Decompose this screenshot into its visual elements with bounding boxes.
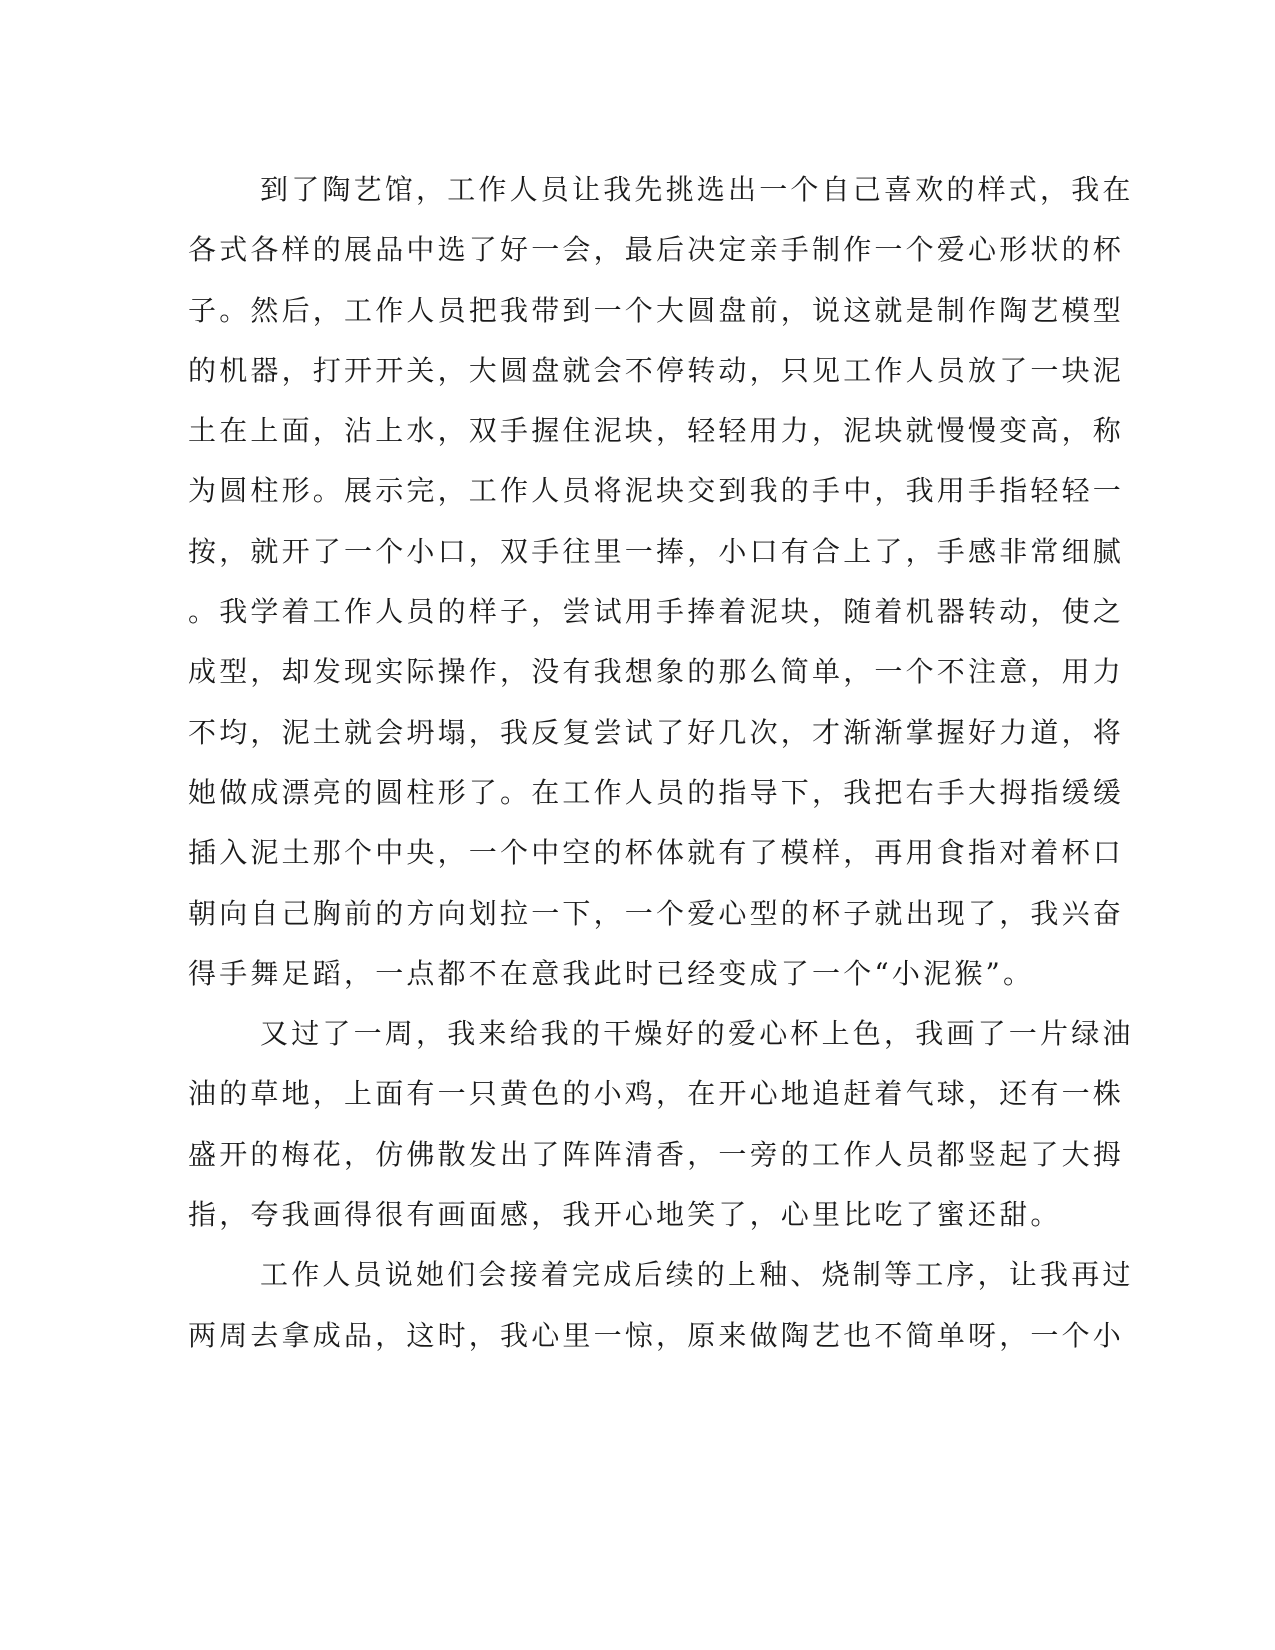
text-line: 朝向自己胸前的方向划拉一下，一个爱心型的杯子就出现了，我兴奋 <box>188 896 1125 930</box>
text-line: 土在上面，沾上水，双手握住泥块，轻轻用力，泥块就慢慢变高，称 <box>188 414 1125 448</box>
text-line: 指，夸我画得很有画面感，我开心地笑了，心里比吃了蜜还甜。 <box>188 1198 1062 1232</box>
body-text <box>188 160 1134 1366</box>
text-line: 的机器，打开开关，大圆盘就会不停转动，只见工作人员放了一块泥 <box>188 353 1125 387</box>
text-line: 两周去拿成品，这时，我心里一惊，原来做陶艺也不简单呀，一个小 <box>188 1318 1125 1352</box>
text-line: 不均，泥土就会坍塌，我反复尝试了好几次，才渐渐掌握好力道，将 <box>188 715 1125 749</box>
text-line: 她做成漂亮的圆柱形了。在工作人员的指导下，我把右手大拇指缓缓 <box>188 775 1125 809</box>
text-line: 到了陶艺馆，工作人员让我先挑选出一个自己喜欢的样式，我在 <box>260 173 1134 206</box>
text-line: 盛开的梅花，仿佛散发出了阵阵清香，一旁的工作人员都竖起了大拇 <box>188 1137 1125 1171</box>
text-line: 各式各样的展品中选了好一会，最后决定亲手制作一个爱心形状的杯 <box>188 233 1125 267</box>
text-line: 。我学着工作人员的样子，尝试用手捧着泥块，随着机器转动，使之 <box>188 595 1125 629</box>
text-line: 插入泥土那个中央，一个中空的杯体就有了模样，再用食指对着杯口 <box>188 836 1125 870</box>
text-line: 为圆柱形。展示完，工作人员将泥块交到我的手中，我用手指轻轻一 <box>188 474 1125 508</box>
text-line: 工作人员说她们会接着完成后续的上釉、烧制等工序，让我再过 <box>260 1258 1134 1292</box>
text-line: 又过了一周，我来给我的干燥好的爱心杯上色，我画了一片绿油 <box>260 1017 1134 1051</box>
text-line: 子。然后，工作人员把我带到一个大圆盘前，说这就是制作陶艺模型 <box>188 293 1125 327</box>
text-line: 得手舞足蹈，一点都不在意我此时已经变成了一个“小泥猴”。 <box>188 956 1035 990</box>
text-line: 油的草地，上面有一只黄色的小鸡，在开心地追赶着气球，还有一株 <box>188 1077 1125 1111</box>
text-line: 成型，却发现实际操作，没有我想象的那么简单，一个不注意，用力 <box>188 655 1125 689</box>
text-line: 按，就开了一个小口，双手往里一捧，小口有合上了，手感非常细腻 <box>188 534 1125 568</box>
